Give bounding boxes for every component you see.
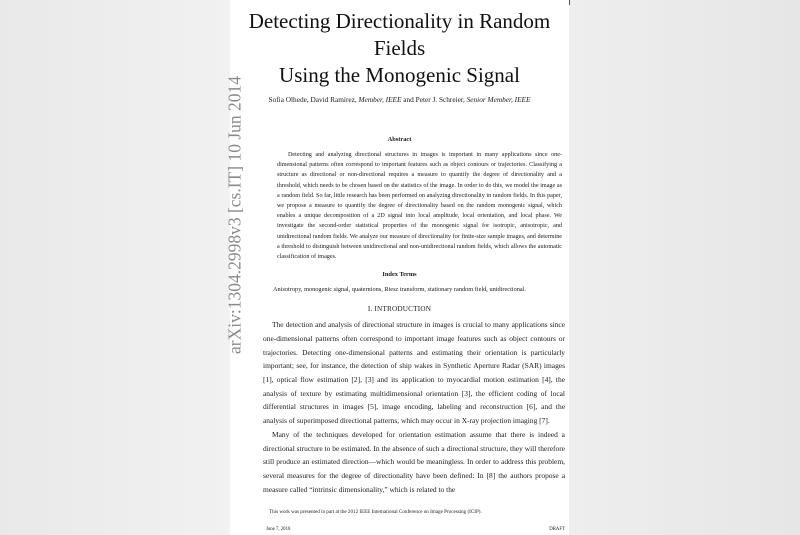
document-page [230,0,569,535]
intro-paragraph-1: The detection and analysis of directional structure in images is crucial to many applications since one-dimensional patterns often correspond to important image features such as object contours or trajectories. Detecting one-dimensional patterns and estimating their orientation is particularly important; see, for instance, the detection of ship wakes in Synthetic Aperture Radar (SAR) images [1], optical flow estimation [2], [3] and its application to myocardial motion estimation [4], the analysis of texture by estimating multidimensional orientation [3], the efficient coding of local differential structures in images [5], image encoding, labeling and reconstruction [6], and the analysis of superimposed directional patterns, which may occur in X-ray projection imaging [7]. [263,320,565,426]
arxiv-stamp: arXiv:1304.2998v3 [cs.IT] 10 Jun 2014 [224,75,245,355]
author-names: Sofia Olhede, David Ramírez, [268,95,359,104]
author-names: and Peter J. Schreier, [401,95,467,104]
paper-title-line2: Using the Monogenic Signal [279,63,520,87]
intro-paragraph-2: Many of the techniques developed for orientation estimation assume that there is indeed a directional structure to be estimated. In the absence of such a directional structure, they will therefore still produce an estimated direction—which would be meaningless. In order to address this problem, several measures for the degree of directionality have been defined: In [8] the authors propose a measure called “intrinsic dimensionality,” which is related to the [263,429,565,494]
page-date: June 7, 2018 [266,527,291,533]
section-heading: I. INTRODUCTION [367,305,432,314]
viewer-background-left [0,0,230,535]
author-affiliation: Senior Member, IEEE [466,95,531,104]
page-footer [266,526,565,533]
paper-title-line1: Detecting Directionality in Random Fields [248,9,551,60]
index-terms-heading: Index Terms [382,271,417,279]
viewer-background-right [569,0,800,535]
index-terms: Anisotropy, monogenic signal, quaternions, Riesz transform, stationary random field, unidirectional. [273,286,526,294]
abstract-text: Detecting and analyzing directional structures in images is important in many applications since one-dimensional patterns often correspond to important features such as object contours or trajectories. Classifying a structure as directional or non-directional requires a measure to quantify the degree of directionality and a threshold, which needs to be chosen based on the statistics of the image. In order to do this, we model the image as a random field. So far, little research has been performed on analyzing directionality in random fields. In this paper, we propose a measure to quantify the degree of directionality based on the random monogenic signal, which enables a unique decomposition of a 2D signal into local amplitude, local orientation, and local phase. We investigate the second-order statistical properties of the monogenic signal for isotropic, anisotropic, and unidirectional random fields. We analyze our measure of directionality for finite-size sample images, and determine a threshold to distinguish between unidirectional and non-unidirectional random fields, which allows the automatic classification of images. [277,152,562,261]
authors [230,95,569,105]
author-affiliation: Member, IEEE [358,95,402,104]
scroll-marker [569,0,570,5]
draft-label: DRAFT [549,527,565,533]
footnote: This work was presented in part at the 2012 IEEE International Conference on Image Processing (ICIP). [269,509,482,516]
abstract-heading: Abstract [387,136,412,143]
